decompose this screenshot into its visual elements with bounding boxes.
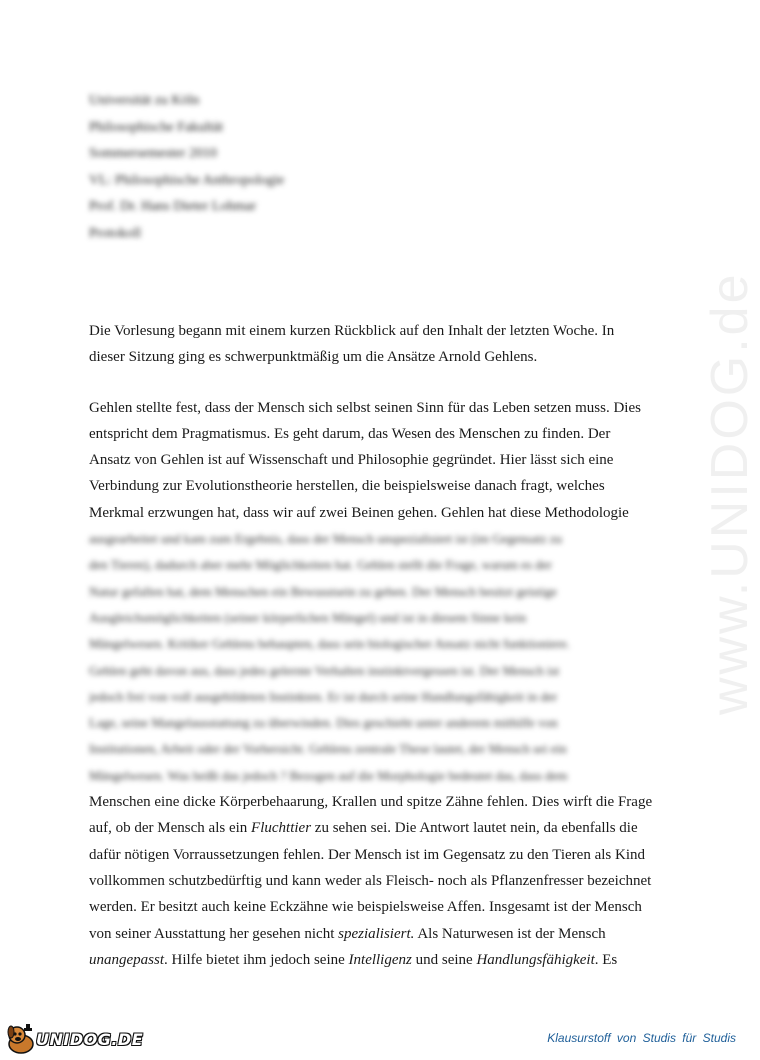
logo-text: UNIDOG.DE xyxy=(36,1029,144,1049)
clear-text-bottom xyxy=(89,789,653,973)
main-paragraph xyxy=(89,395,653,974)
text-line: jedoch frei von voll ausgebildeten Instinkten. Er ist durch seine Handlungsfähigkeit in der xyxy=(89,688,558,704)
text-line: Natur gefallen hat, dem Menschen ein Bewusstsein zu geben. Der Mensch besitzt geistige xyxy=(89,583,557,599)
text-line: dafür nötigen Vorraussetzungen fehlen. Der Mensch ist im Gegensatz zu den Tieren als Kind xyxy=(89,846,645,863)
text-line: den Tieren), dadurch aber mehr Möglichkeiten hat. Gehlen stellt die Frage, warum es der xyxy=(89,557,552,573)
header-line: Sommersemester 2010 xyxy=(89,146,217,161)
document-header xyxy=(89,88,489,247)
text-line: Institutionen, Arbeit oder der Vorhersicht. Gehlens zentrale These lautet, der Mensch sei ein xyxy=(89,741,567,757)
intro-paragraph xyxy=(89,318,649,371)
text-line: von seiner Ausstattung her gesehen nicht spezialisiert. Als Naturwesen ist der Mensch xyxy=(89,925,606,942)
text-line: Lage, seine Mangelausstattung zu überwinden. Dies geschieht unter anderem mithilfe von xyxy=(89,715,558,731)
blurred-text xyxy=(89,526,649,789)
text-line: Verbindung zur Evolutionstheorie herstellen, die beispielsweise danach fragt, welches xyxy=(89,478,605,495)
text-line: werden. Er besitzt auch keine Eckzähne wie beispielsweise Affen. Insgesamt ist der Mensch xyxy=(89,899,642,916)
clear-text-top xyxy=(89,395,649,526)
text-line: Mängelwesen. Kritiker Gehlens behaupten, dass sein biologischer Ansatz nicht funktioniere. xyxy=(89,636,570,652)
text-line: Menschen eine dicke Körperbehaarung, Krallen und spitze Zähne fehlen. Dies wirft die Frage xyxy=(89,794,653,811)
text-line: Mängelwesen. Was heißt das jedoch ? Bezogen auf die Morphologie bedeutet das, dass dem xyxy=(89,767,568,783)
header-line: Prof. Dr. Hans Dieter Lohmar xyxy=(89,199,257,214)
watermark: www.UNIDOG.de xyxy=(701,271,759,715)
header-line: Philosophische Fakultät xyxy=(89,119,224,135)
text-line: unangepasst. Hilfe bietet ihm jedoch seine Intelligenz und seine Handlungsfähigkeit. Es xyxy=(89,951,618,968)
text-line: Merkmal erzwungen hat, dass wir auf zwei Beinen gehen. Gehlen hat diese Methodologie xyxy=(89,504,629,521)
text-line: dieser Sitzung ging es schwerpunktmäßig um die Ansätze Arnold Gehlens. xyxy=(89,349,538,366)
text-line: Ansatz von Gehlen ist auf Wissenschaft und Philosophie gegründet. Hier lässt sich eine xyxy=(89,452,614,469)
text-line: Die Vorlesung begann mit einem kurzen Rückblick auf den Inhalt der letzten Woche. In xyxy=(89,323,615,339)
text-line: vollkommen schutzbedürftig und kann weder als Fleisch- noch als Pflanzenfresser bezeichnet xyxy=(89,872,652,889)
text-line: Gehlen stellte fest, dass der Mensch sich selbst seinen Sinn für das Leben setzen muss. Dies xyxy=(89,399,641,416)
text-line: entspricht dem Pragmatismus. Es geht darum, das Wesen des Menschen zu finden. Der xyxy=(89,425,611,442)
header-line: VL: Philosophische Anthropologie xyxy=(89,172,285,188)
text-line: Ausgleichsmöglichkeiten (seiner körperlichen Mängel) und ist in diesem Sinne kein xyxy=(89,609,527,625)
document-body xyxy=(89,318,653,973)
text-line: auf, ob der Mensch als ein Fluchttier zu sehen sei. Die Antwort lautet nein, da ebenfalls die xyxy=(89,820,638,837)
footer-tagline[interactable]: Klausurstoff von Studis für Studis xyxy=(547,1031,736,1045)
text-line: ausgearbeitet und kam zum Ergebnis, dass der Mensch unspezialisiert ist (im Gegensatz zu xyxy=(89,531,563,547)
unidog-logo xyxy=(4,1022,143,1056)
header-line: Protokoll xyxy=(89,225,142,241)
header-line: Universität zu Köln xyxy=(89,93,200,108)
dog-mascot-icon xyxy=(4,1022,38,1056)
text-line: Gehlen geht davon aus, dass jedes gelernte Verhalten instinktvergessen ist. Der Mensch ist xyxy=(89,662,560,678)
